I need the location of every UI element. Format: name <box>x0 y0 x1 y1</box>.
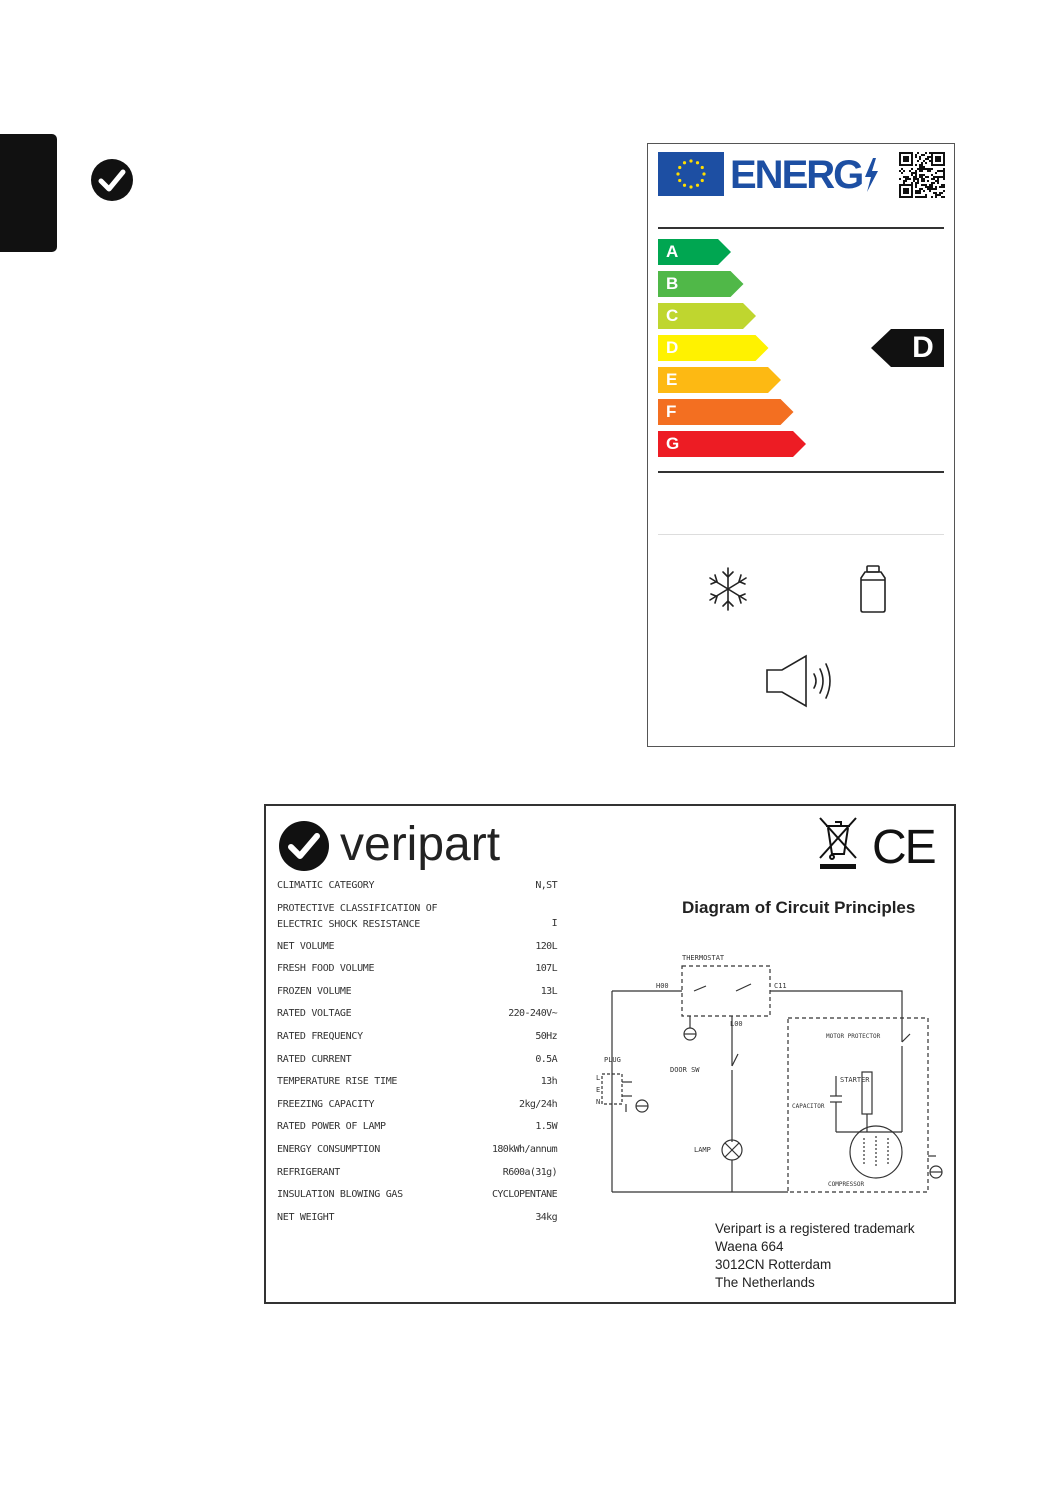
spec-label: ENERGY CONSUMPTION <box>277 1143 380 1155</box>
snowflake-icon <box>706 566 750 612</box>
h00-label: H00 <box>656 982 669 990</box>
energy-scale-letter: B <box>666 274 679 293</box>
spec-value: 180kWh/annum <box>491 1143 557 1155</box>
side-tab <box>0 134 57 252</box>
spec-value: 50Hz <box>535 1030 557 1042</box>
checkmark-circle-icon <box>90 158 134 202</box>
spec-label: PROTECTIVE CLASSIFICATION OF ELECTRIC SHOCK RESISTANCE <box>277 902 438 930</box>
address-line: Veripart is a registered trademark <box>715 1221 915 1236</box>
spec-value: 34kg <box>535 1211 557 1223</box>
energy-class-rating: D <box>912 331 934 364</box>
spec-label: REFRIGERANT <box>277 1166 340 1178</box>
spec-row <box>277 1094 557 1117</box>
spec-label: FREEZING CAPACITY <box>277 1098 375 1110</box>
energy-scale-bar-a <box>658 239 732 265</box>
spec-label: INSULATION BLOWING GAS <box>277 1189 403 1201</box>
energy-scale-bar-e <box>658 367 782 393</box>
spec-value: N,ST <box>535 880 557 891</box>
plug-n-label: N <box>596 1098 601 1106</box>
energy-scale-letter: C <box>666 306 679 325</box>
address-line: 3012CN Rotterdam <box>715 1257 832 1272</box>
spec-value: I <box>551 917 557 929</box>
energy-scale-bar-d <box>658 335 770 361</box>
spec-row <box>277 1139 557 1162</box>
spec-row <box>277 1071 557 1094</box>
energy-scale-bar-g <box>658 431 807 457</box>
energy-scale-letter: F <box>666 402 677 421</box>
spec-row <box>277 936 557 959</box>
spec-row <box>277 1184 557 1207</box>
spec-label: FROZEN VOLUME <box>277 985 352 997</box>
brand-name: veripart <box>340 818 501 871</box>
energy-scale-letter: G <box>666 434 680 453</box>
spec-value: 0.5A <box>535 1053 557 1065</box>
plug-label: PLUG <box>604 1056 621 1064</box>
spec-row <box>277 1026 557 1049</box>
door-switch-label: DOOR SW <box>670 1066 700 1074</box>
l00-label: L00 <box>730 1020 743 1028</box>
ce-mark: CE <box>872 821 935 874</box>
divider <box>658 227 944 229</box>
spec-value: 107L <box>535 963 557 975</box>
c11-label: C11 <box>774 982 787 990</box>
plug-e-label: E <box>596 1086 601 1094</box>
compressor-label: COMPRESSOR <box>828 1181 865 1188</box>
qr-code-icon <box>899 152 945 198</box>
address-line: The Netherlands <box>715 1275 815 1290</box>
spec-label: NET WEIGHT <box>277 1211 335 1223</box>
diagram-title: Diagram of Circuit Principles <box>682 898 916 917</box>
spec-label: RATED POWER OF LAMP <box>277 1121 386 1133</box>
spec-value: 220-240V~ <box>508 1008 557 1020</box>
energy-label-title: ENERG <box>730 150 879 200</box>
thermostat-label: THERMOSTAT <box>682 954 725 962</box>
spec-label: TEMPERATURE RISE TIME <box>277 1076 398 1088</box>
spec-row <box>277 1049 557 1072</box>
spec-table <box>277 875 557 1229</box>
eu-flag-icon <box>658 152 724 196</box>
spec-value: 2kg/24h <box>519 1098 557 1110</box>
energy-scale-letter: A <box>666 242 679 261</box>
spec-value: 13L <box>540 985 557 997</box>
spec-label: RATED FREQUENCY <box>277 1030 363 1042</box>
spec-value: 13h <box>540 1076 557 1088</box>
checkmark-circle-icon <box>278 820 330 872</box>
spec-label: RATED VOLTAGE <box>277 1008 352 1020</box>
spec-row <box>277 875 557 898</box>
spec-row <box>277 981 557 1004</box>
spec-label: CLIMATIC CATEGORY <box>277 880 375 891</box>
spec-row <box>277 958 557 981</box>
spec-row <box>277 898 557 936</box>
energy-scale-bar-c <box>658 303 757 329</box>
spec-row <box>277 1116 557 1139</box>
capacitor-label: CAPACITOR <box>792 1103 825 1110</box>
divider <box>658 534 944 535</box>
energy-scale-bar-f <box>658 399 795 425</box>
energy-scale-letter: E <box>666 370 678 389</box>
plug-l-label: L <box>596 1074 601 1082</box>
starter-label: STARTER <box>840 1076 870 1084</box>
divider <box>658 471 944 473</box>
lightning-bolt-icon <box>863 158 879 192</box>
energy-scale-letter: D <box>666 338 679 357</box>
spec-label: NET VOLUME <box>277 940 335 952</box>
lamp-label: LAMP <box>694 1146 711 1154</box>
circuit-diagram <box>596 946 946 1206</box>
motor-protector-label: MOTOR PROTECTOR <box>826 1033 881 1040</box>
spec-row <box>277 1003 557 1026</box>
spec-value: R600a(31g) <box>502 1166 557 1178</box>
speaker-icon <box>764 654 840 708</box>
bottle-icon <box>858 564 888 614</box>
address-line: Waena 664 <box>715 1239 784 1254</box>
rating-plate <box>264 804 956 1304</box>
spec-label: FRESH FOOD VOLUME <box>277 963 375 975</box>
weee-crossed-bin-icon <box>816 814 860 872</box>
energy-scale-bar-b <box>658 271 745 297</box>
spec-value: CYCLOPENTANE <box>491 1189 557 1201</box>
spec-row <box>277 1207 557 1230</box>
spec-label: RATED CURRENT <box>277 1053 352 1065</box>
spec-value: 120L <box>535 940 557 952</box>
spec-value: 1.5W <box>535 1121 557 1133</box>
address-block <box>715 1220 915 1292</box>
spec-row <box>277 1162 557 1185</box>
energy-label <box>647 143 955 747</box>
